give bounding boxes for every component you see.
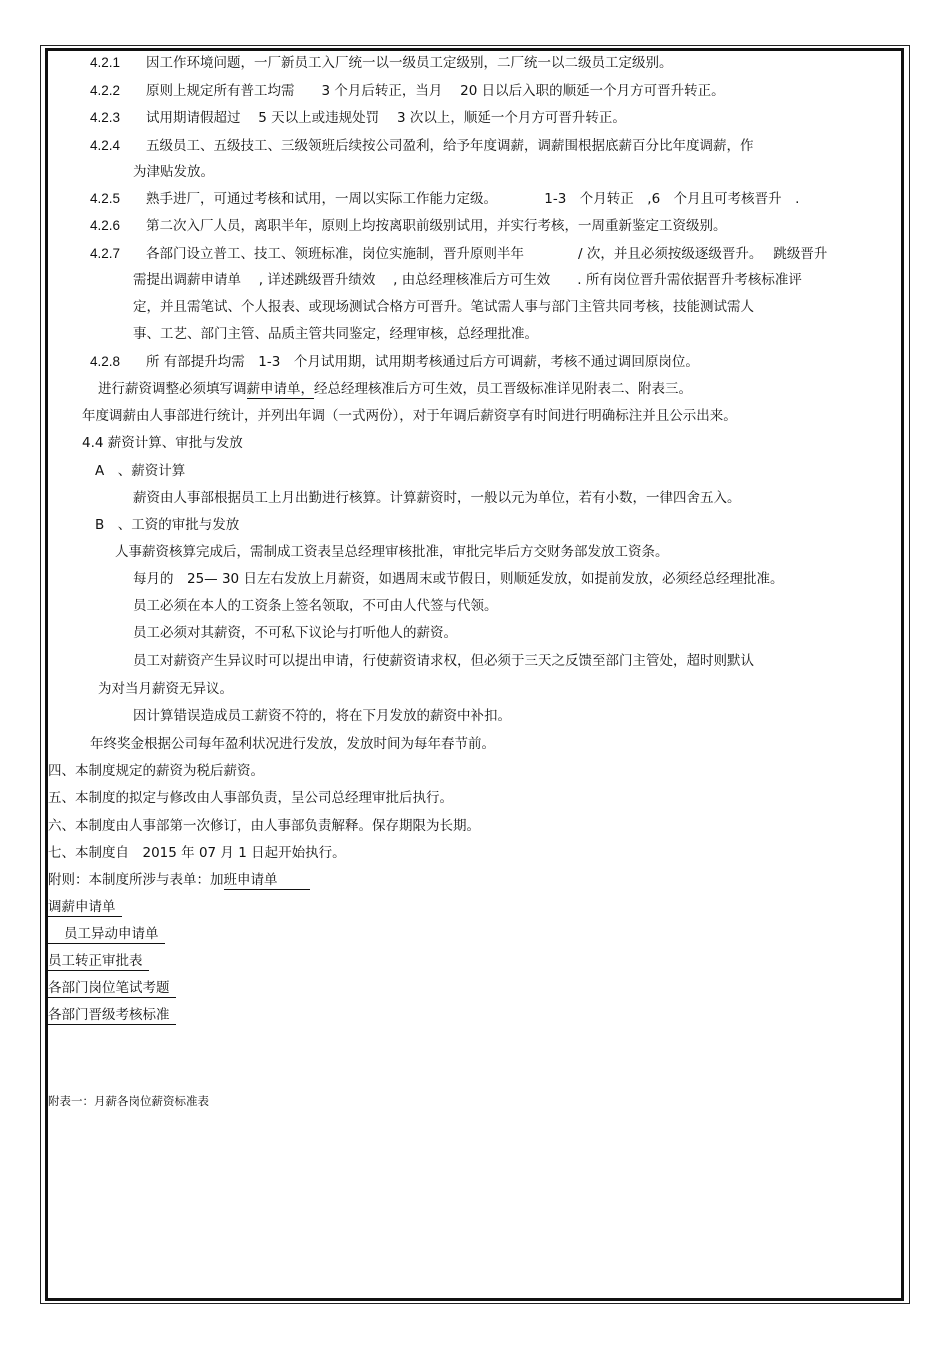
section-b-line-6: 因计算错误造成员工薪资不符的，将在下月发放的薪资中补扣。 xyxy=(133,708,511,724)
form-link-regularization[interactable]: 员工转正审批表 xyxy=(48,953,149,971)
item-4-2-4-cont: 为津贴发放。 xyxy=(133,164,214,180)
item-4-2-7-cont-1: 需提出调薪申请单 , 详述跳级晋升绩效 , 由总经理核准后方可生效 . 所有岗位晋升需依据晋升考核标准评 xyxy=(133,272,802,288)
section-4-4-heading: 4.4 薪资计算、审批与发放 xyxy=(82,435,243,451)
item-4-2-7-cont-3: 事、工艺、部门主管、品质主管共同鉴定，经理审核，总经理批准。 xyxy=(133,326,538,342)
rule-6: 六、本制度由人事部第一次修订，由人事部负责解释。保存期限为长期。 xyxy=(48,818,480,834)
section-b-line-5-cont: 为对当月薪资无异议。 xyxy=(98,681,233,697)
rule-7: 七、本制度自 2015 年 07 月 1 日起开始执行。 xyxy=(48,845,346,861)
form-row-5 xyxy=(48,1006,176,1024)
section-b-line-5: 员工对薪资产生异议时可以提出申请，行使薪资请求权，但必须于三天之反馈至部门主管处，超时则默认 xyxy=(133,653,754,669)
section-a-heading: A 、薪资计算 xyxy=(95,463,186,479)
item-4-2-1: 4.2.1 因工作环境问题，一厂新员工入厂统一以一级员工定级别，二厂统一以二级员工定级别。 xyxy=(90,55,673,71)
section-a-text: 薪资由人事部根据员工上月出勤进行核算。计算薪资时，一般以元为单位，若有小数，一律四舍五入。 xyxy=(133,490,741,506)
item-4-2-2: 4.2.2 原则上规定所有普工均需 3 个月后转正，当月 20 日以后入职的顺延一个月方可晋升转正。 xyxy=(90,83,725,99)
form-link-promotion-standard[interactable]: 各部门晋级考核标准 xyxy=(48,1007,176,1025)
appendix-forms-label: 附则：本制度所涉与表单：加班申请单 xyxy=(48,871,310,889)
item-4-2-6: 4.2.6 第二次入厂人员，离职半年，原则上均按离职前级别试用，并实行考核，一周重新鉴定工资级别。 xyxy=(90,218,727,234)
item-4-2-7: 4.2.7 各部门设立普工、技工、领班标准，岗位实施制，晋升原则半年 / 次，并且必须按级逐级晋升。 跳级晋升 xyxy=(90,246,828,262)
section-b-line-2: 每月的 25— 30 日左右发放上月薪资，如遇周末或节假日，则顺延发放，如提前发放，必须经总经理批准。 xyxy=(133,571,784,587)
form-link-written-test[interactable]: 各部门岗位笔试考题 xyxy=(48,980,176,998)
rule-5: 五、本制度的拟定与修改由人事部负责，呈公司总经理审批后执行。 xyxy=(48,790,453,806)
rule-4: 四、本制度规定的薪资为税后薪资。 xyxy=(48,763,264,779)
section-b-line-4: 员工必须对其薪资，不可私下议论与打听他人的薪资。 xyxy=(133,625,457,641)
form-link-employee-change[interactable]: 员工异动申请单 xyxy=(48,926,165,944)
section-b-heading: B 、工资的审批与发放 xyxy=(95,517,240,533)
form-row-2 xyxy=(48,925,165,943)
salary-adjust-paragraph: 进行薪资调整必须填写调薪申请单，经总经理核准后方可生效，员工晋级标准详见附表二、附表三。 xyxy=(98,381,692,397)
item-4-2-5: 4.2.5 熟手进厂，可通过考核和试用，一周以实际工作能力定级。 1-3 个月转正 ,6 个月且可考核晋升 . xyxy=(90,191,800,207)
item-4-2-4: 4.2.4 五级员工、五级技工、三级领班后续按公司盈利，给予年度调薪，调薪围根据底薪百分比年度调薪，作 xyxy=(90,138,754,154)
item-4-2-3: 4.2.3 试用期请假超过 5 天以上或违规处罚 3 次以上，顺延一个月方可晋升转正。 xyxy=(90,110,626,126)
annual-adjust-paragraph: 年度调薪由人事部进行统计，并列出年调（一式两份），对于年调后薪资享有时间进行明确标注并且公示出来。 xyxy=(82,408,737,424)
section-b-line-3: 员工必须在本人的工资条上签名领取，不可由人代签与代领。 xyxy=(133,598,498,614)
item-4-2-8: 4.2.8 所 有部提升均需 1-3 个月试用期，试用期考核通过后方可调薪，考核不通过调回原岗位。 xyxy=(90,354,699,370)
form-row-1 xyxy=(48,898,122,916)
salary-adjust-form-link[interactable]: 薪申请单， xyxy=(246,381,314,397)
page-frame-inner xyxy=(45,48,904,1301)
item-4-2-7-cont-2: 定，并且需笔试、个人报表、或现场测试合格方可晋升。笔试需人事与部门主管共同考核，技能测试需人 xyxy=(133,299,754,315)
form-row-3 xyxy=(48,952,149,970)
form-link-overtime[interactable]: 班申请单 xyxy=(224,872,310,890)
year-end-bonus: 年终奖金根据公司每年盈利状况进行发放，发放时间为每年春节前。 xyxy=(90,736,495,752)
appendix-table-title: 附表一：月薪各岗位薪资标准表 xyxy=(48,1094,209,1108)
form-row-4 xyxy=(48,979,176,997)
section-b-line-1: 人事薪资核算完成后，需制成工资表呈总经理审核批准，审批完毕后方交财务部发放工资条。 xyxy=(115,544,669,560)
form-link-salary-adjust[interactable]: 调薪申请单 xyxy=(48,899,122,917)
